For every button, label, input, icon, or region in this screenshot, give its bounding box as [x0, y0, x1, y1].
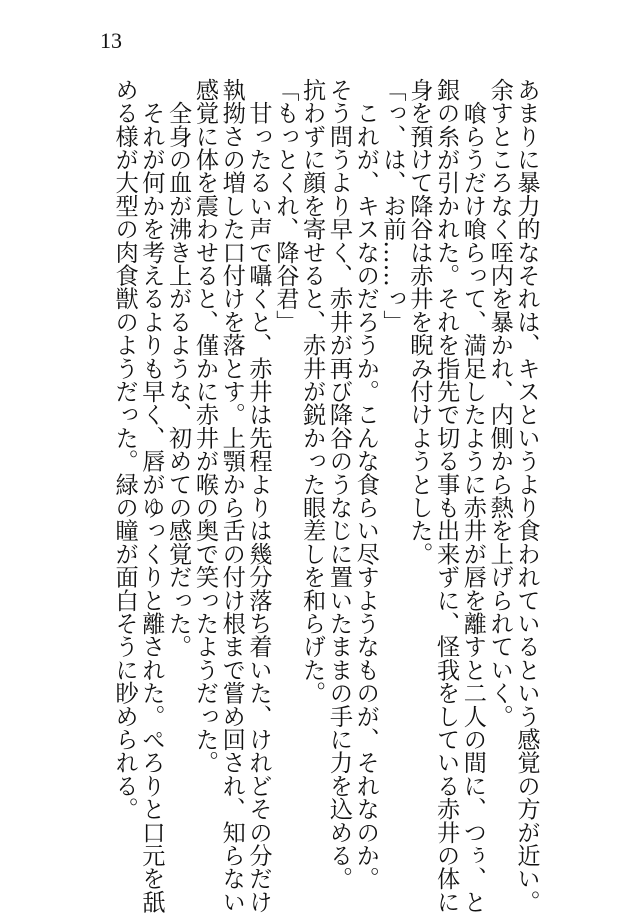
text-line: 甘ったるい声で囁くと、赤井は先程よりは幾分落ち着いた、けれどその分だけ: [245, 78, 273, 913]
page-number: 13: [100, 28, 122, 53]
text-line: これが、キスなのだろうか。こんな食らい尽すようなものが、それなのか。: [352, 78, 380, 890]
text-line: それが何かを考えるよりも早く、唇がゆっくりと離された。ぺろりと口元を舐: [137, 78, 165, 913]
text-line: あまりに暴力的なそれは、キスというより食われているという感覚の方が近い。: [513, 78, 540, 913]
text-line: 全身の血が沸き上がるような、初めての感覚だった。: [164, 78, 192, 658]
text-line: そう問うより早く、赤井が再び降谷のうなじに置いたままの手に力を込める。: [325, 78, 353, 890]
text-line: 銀の糸が引かれた。それを指先で切る事も出来ずに、怪我をしている赤井の体に: [432, 78, 460, 913]
text-line: 余すところなく咥内を暴かれ、内側から熱を上げられていく。: [486, 78, 514, 728]
text-line: める様が大型の肉食獣のようだった。緑の瞳が面白そうに眇められる。: [111, 78, 139, 821]
text-line: 「もっとくれ、降谷君」: [271, 78, 299, 334]
text-line: 「っ、は、お前……っ」: [379, 78, 407, 334]
text-line: 身を預けて降谷は赤井を睨み付けようとした。: [405, 78, 433, 566]
text-line: 抗わずに顔を寄せると、赤井が鋭かった眼差しを和らげた。: [298, 78, 326, 705]
text-line: 執拗さの増した口付けを落とす。上顎から舌の付け根まで嘗め回され、知らない: [218, 78, 246, 913]
novel-body-text: [110, 78, 540, 913]
text-line: 感覚に体を震わせると、僅かに赤井が喉の奥で笑ったようだった。: [191, 78, 219, 774]
text-line: 喰らうだけ喰らって、満足したように赤井が唇を離すと二人の間に、つぅ、と: [459, 78, 487, 913]
